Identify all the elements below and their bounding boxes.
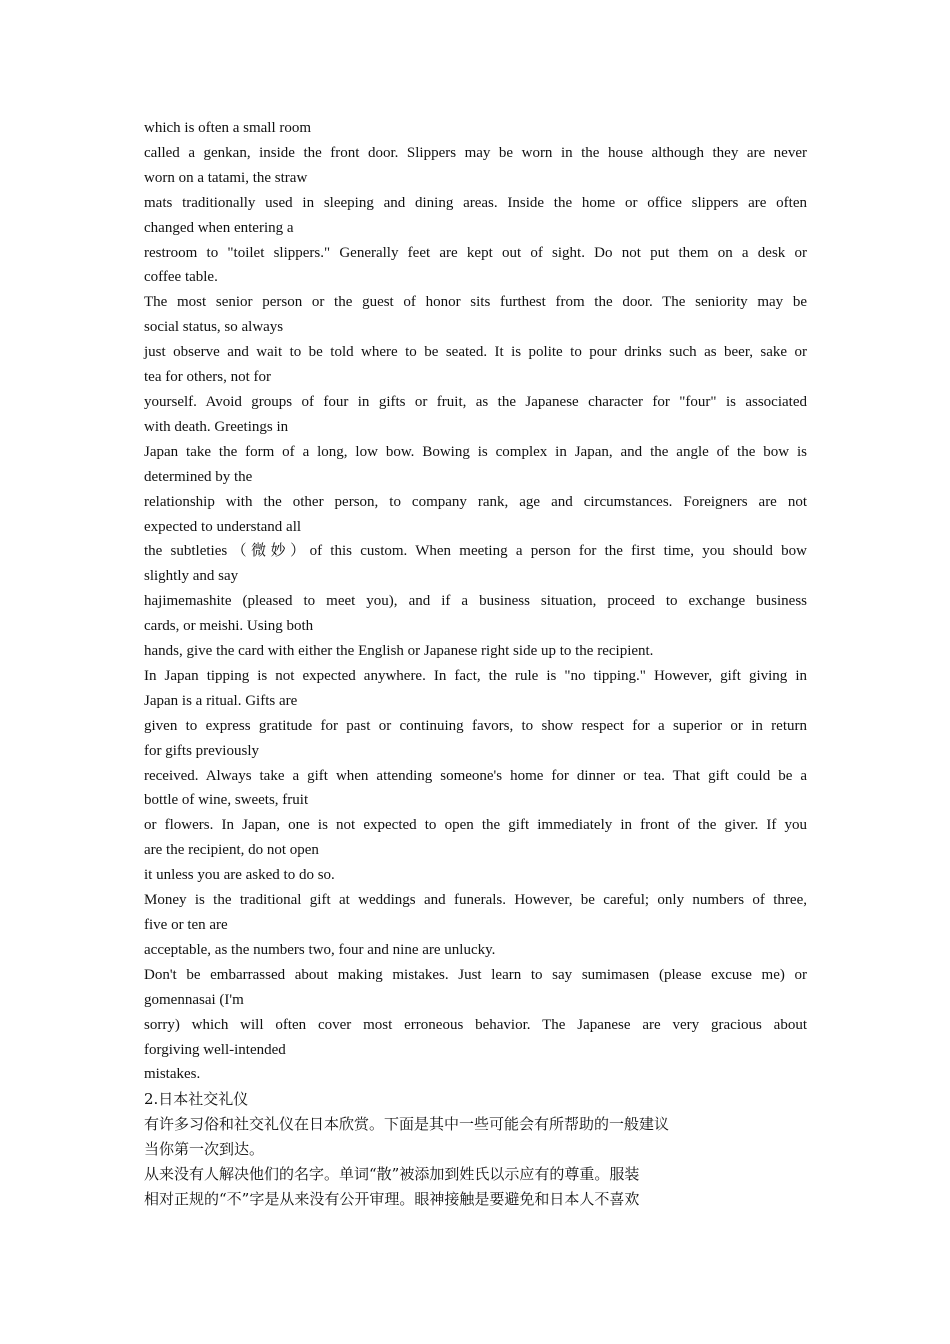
text-line: In Japan tipping is not expected anywhere. In fact, the rule is "no tipping." However, gift giving in xyxy=(144,667,807,684)
text-line: or flowers. In Japan, one is not expected to open the gift immediately in front of the giver. If you xyxy=(144,817,807,834)
text-line: it unless you are asked to do so. xyxy=(144,867,335,884)
text-line: The most senior person or the guest of honor sits furthest from the door. The seniority may be xyxy=(144,294,807,311)
chinese-text-line: 有许多习俗和社交礼仪在日本欣赏。下面是其中一些可能会有所帮助的一般建议 xyxy=(144,1115,670,1134)
text-line: acceptable, as the numbers two, four and nine are unlucky. xyxy=(144,941,496,958)
text-line: mats traditionally used in sleeping and dining areas. Inside the home or office slippers are often xyxy=(144,194,807,211)
text-line: with death. Greetings in xyxy=(144,418,289,435)
chinese-text-line: 当你第一次到达。 xyxy=(144,1140,265,1159)
document-page xyxy=(144,116,807,1212)
text-line: Don't be embarrassed about making mistakes. Just learn to say sumimasen (please excuse me) or xyxy=(144,966,807,983)
text-line: given to express gratitude for past or continuing favors, to show respect for a superior or in return xyxy=(144,717,807,734)
text-line: tea for others, not for xyxy=(144,369,272,386)
text-line: for gifts previously xyxy=(144,742,259,759)
text-line: sorry) which will often cover most erroneous behavior. The Japanese are very gracious about xyxy=(144,1016,807,1033)
text-line: slightly and say xyxy=(144,568,239,585)
text-line: changed when entering a xyxy=(144,219,294,236)
text-line: Japan is a ritual. Gifts are xyxy=(144,692,298,709)
text-line: received. Always take a gift when attending someone's home for dinner or tea. That gift could be a xyxy=(144,767,807,784)
text-line: just observe and wait to be told where to be seated. It is polite to pour drinks such as beer, sake or xyxy=(144,344,807,361)
text-line: hajimemashite (pleased to meet you), and if a business situation, proceed to exchange business xyxy=(144,593,807,610)
text-line: five or ten are xyxy=(144,917,228,933)
text-line: worn on a tatami, the straw xyxy=(144,169,308,186)
text-line: bottle of wine, sweets, fruit xyxy=(144,792,309,809)
text-line: expected to understand all xyxy=(144,518,302,535)
text-line: forgiving well-intended xyxy=(144,1041,286,1058)
text-line: which is often a small room xyxy=(144,120,312,136)
chinese-text-line: 相对正规的“不”字是从来没有公开审理。眼神接触是要避免和日本人不喜欢 xyxy=(144,1189,640,1208)
text-line: mistakes. xyxy=(144,1066,201,1083)
text-line: cards, or meishi. Using both xyxy=(144,618,314,635)
text-line: coffee table. xyxy=(144,269,218,286)
text-line: the subtleties（微妙）of this custom. When meeting a person for the first time, you should bow xyxy=(144,543,807,560)
chinese-text-line: 从来没有人解决他们的名字。单词“散”被添加到姓氏以示应有的尊重。服装 xyxy=(144,1165,640,1184)
text-line: are the recipient, do not open xyxy=(144,842,319,859)
text-line: determined by the xyxy=(144,468,253,485)
text-line: Japan take the form of a long, low bow. Bowing is complex in Japan, and the angle of the bow is xyxy=(144,443,807,460)
text-line: social status, so always xyxy=(144,319,284,336)
chinese-text-line: 2.日本社交礼仪 xyxy=(144,1090,249,1109)
text-line: Money is the traditional gift at weddings and funerals. However, be careful; only numbers of three, xyxy=(144,892,807,909)
text-line: yourself. Avoid groups of four in gifts or fruit, as the Japanese character for "four" is associated xyxy=(144,393,807,410)
text-line: gomennasai (I'm xyxy=(144,991,244,1008)
text-line: called a genkan, inside the front door. Slippers may be worn in the house although they are never xyxy=(144,144,807,161)
text-line: relationship with the other person, to company rank, age and circumstances. Foreigners are not xyxy=(144,493,807,510)
text-line: restroom to "toilet slippers." Generally feet are kept out of sight. Do not put them on a desk or xyxy=(144,244,807,261)
text-line: hands, give the card with either the English or Japanese right side up to the recipient. xyxy=(144,643,654,660)
